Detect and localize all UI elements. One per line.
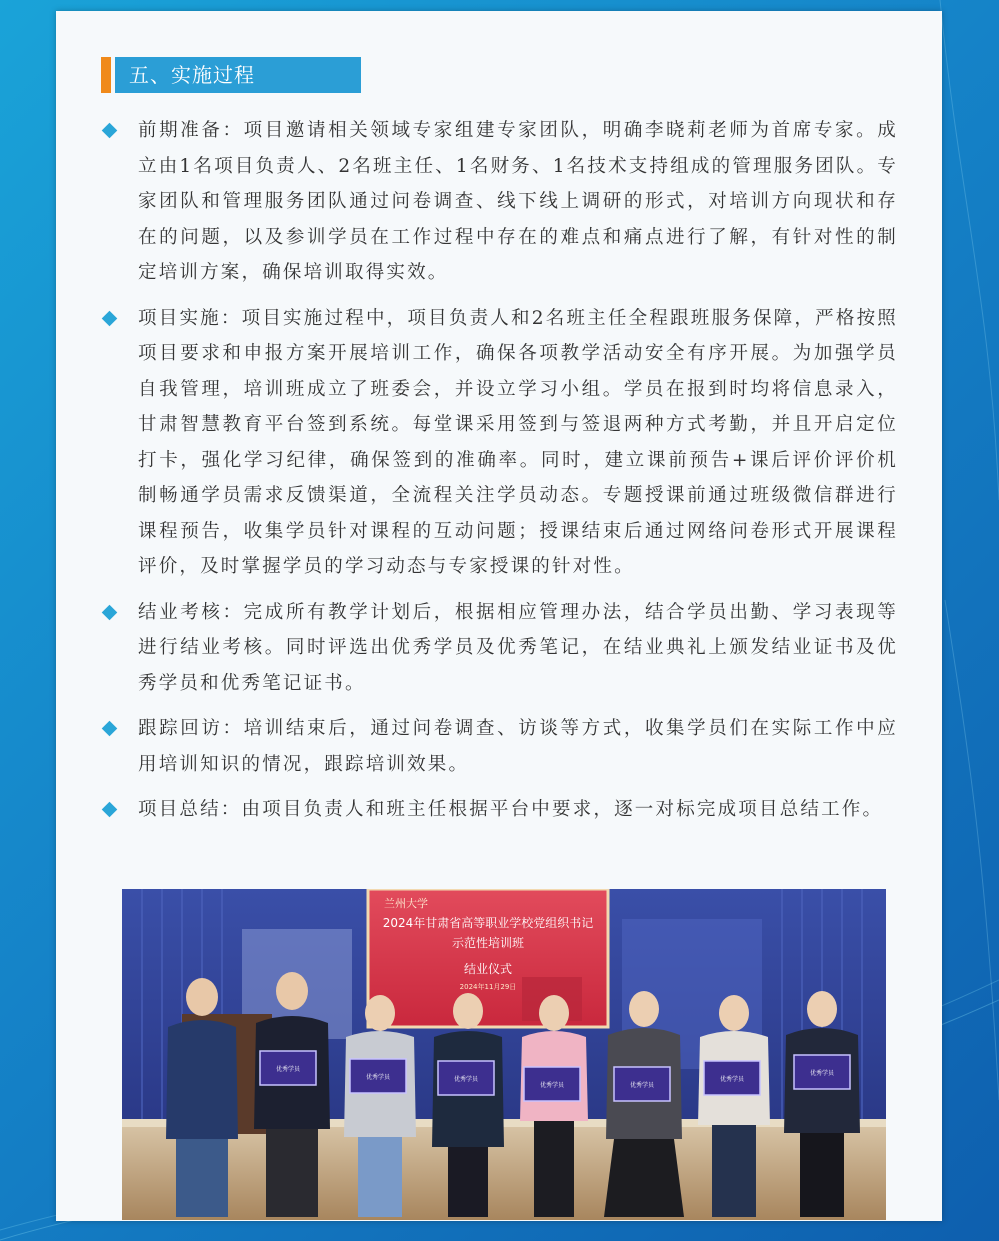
certificate-label: 优秀学员: [453, 1076, 479, 1083]
process-item-follow-up: [98, 711, 898, 782]
process-item-assessment: [98, 595, 898, 702]
section-header: [101, 57, 361, 93]
banner-title: 2024年甘肃省高等职业学校党组织书记: [382, 916, 594, 930]
process-item-text: 跟踪回访：培训结束后，通过问卷调查、访谈等方式，收集学员们在实际工作中应用培训知识的情况，跟踪培训效果。: [138, 718, 898, 775]
document-page: [56, 11, 942, 1221]
process-item-text: 项目实施：项目实施过程中，项目负责人和2名班主任全程跟班服务保障，严格按照项目要求和申报方案开展培训工作，确保各项教学活动安全有序开展。为加强学员自我管理，培训班成立了班委会，并设立学习小组。学员在报到时均将信息录入，甘肃智慧教育平台签到系统。每堂课采用签到与签退两种方式考勤，并且开启定位打卡，强化学习纪律，确保签到的准确率。同时，建立课前预告+课后评价评价机制畅通学员需求反馈渠道，全流程关注学员动态。专题授课前通过班级微信群进行课程预告，收集学员针对课程的互动问题；授课结束后通过网络问卷形式开展课程评价，及时掌握学员的学习动态与专家授课的针对性。: [138, 307, 898, 577]
ceremony-photo: [122, 889, 886, 1220]
banner-logo: 兰州大学: [384, 897, 428, 910]
certificate-label: 优秀学员: [719, 1076, 745, 1083]
banner-ceremony: 结业仪式: [463, 962, 513, 976]
banner-subtitle: 示范性培训班: [451, 936, 525, 950]
process-item-text: 前期准备：项目邀请相关领域专家组建专家团队，明确李晓莉老师为首席专家。成立由1名项目负责人、2名班主任、1名财务、1名技术支持组成的管理服务团队。专家团队和管理服务团队通过问卷调查、线下线上调研的形式，对培训方向现状和存在的问题，以及参训学员在工作过程中存在的难点和痛点进行了解，有针对性的制定培训方案，确保培训取得实效。: [138, 120, 898, 283]
process-item-implementation: [98, 301, 898, 585]
section-title: 五、实施过程: [115, 57, 361, 93]
section-header-accent: [101, 57, 111, 93]
diamond-bullet-icon: [102, 604, 118, 620]
process-item-text: 结业考核：完成所有教学计划后，根据相应管理办法，结合学员出勤、学习表现等进行结业考核。同时评选出优秀学员及优秀笔记，在结业典礼上颁发结业证书及优秀学员和优秀笔记证书。: [138, 601, 898, 694]
process-list: [98, 113, 898, 838]
diamond-bullet-icon: [102, 123, 118, 139]
process-item-preparation: [98, 113, 898, 291]
certificate-label: 优秀学员: [629, 1082, 655, 1089]
certificate-label: 优秀学员: [365, 1074, 391, 1081]
banner-date: 2024年11月29日: [459, 983, 517, 991]
certificate-label: 优秀学员: [539, 1082, 565, 1089]
diamond-bullet-icon: [102, 721, 118, 737]
process-item-summary: [98, 792, 898, 828]
diamond-bullet-icon: [102, 802, 118, 818]
ceremony-photo-illustration: [122, 889, 886, 1220]
process-item-text: 项目总结：由项目负责人和班主任根据平台中要求，逐一对标完成项目总结工作。: [138, 799, 884, 820]
certificate-label: 优秀学员: [809, 1070, 835, 1077]
certificate-label: 优秀学员: [275, 1066, 301, 1073]
diamond-bullet-icon: [102, 310, 118, 326]
